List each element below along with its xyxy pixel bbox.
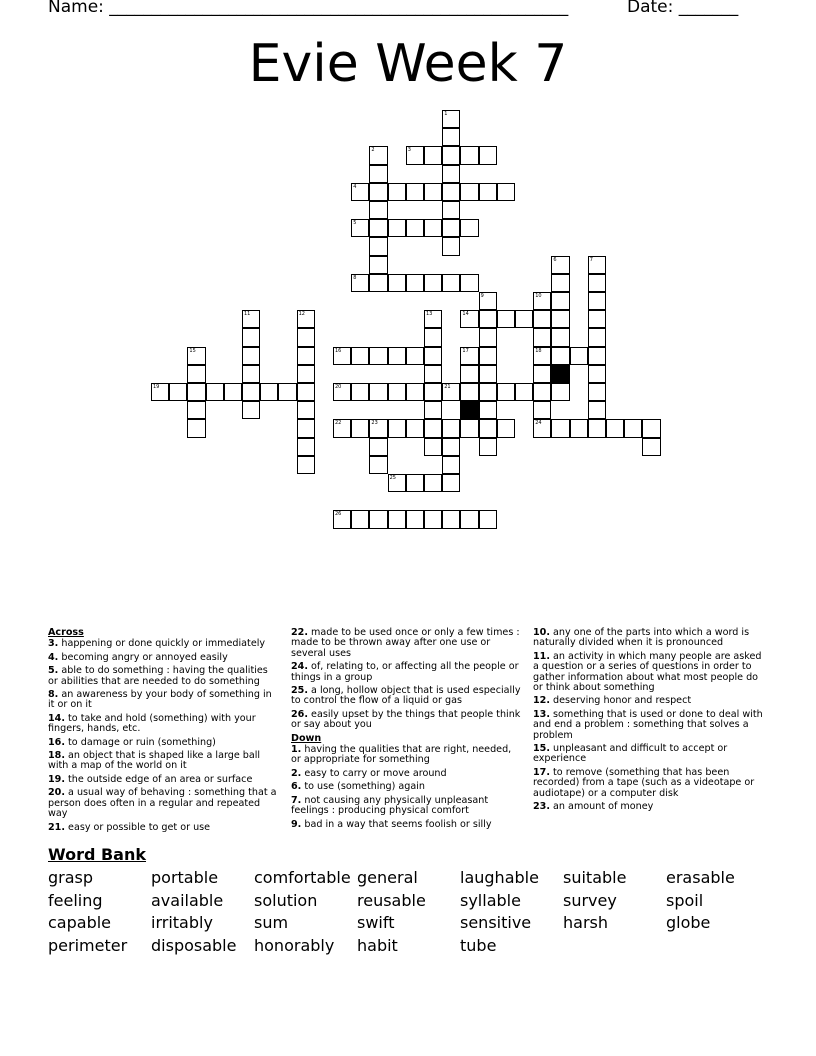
grid-cell[interactable] (424, 401, 442, 419)
grid-cell[interactable] (442, 183, 460, 201)
grid-cell[interactable] (424, 310, 442, 328)
clue-text: to remove (something that has been recorded) from a tape (such as a videotape or audiotape) or a computer disk (533, 766, 755, 799)
word-bank-item: survey (563, 890, 617, 910)
grid-cell[interactable] (606, 419, 624, 437)
grid-cell[interactable] (369, 219, 387, 237)
cell-number: 3 (407, 147, 411, 154)
grid-cell[interactable] (424, 219, 442, 237)
grid-cell[interactable] (388, 383, 406, 401)
grid-cell[interactable] (369, 510, 387, 528)
grid-cell[interactable] (533, 401, 551, 419)
clue-text: deserving honor and respect (550, 695, 692, 707)
grid-cell[interactable] (442, 219, 460, 237)
grid-cell[interactable] (260, 383, 278, 401)
grid-cell[interactable] (351, 347, 369, 365)
grid-cell[interactable] (297, 438, 315, 456)
grid-cell[interactable] (406, 183, 424, 201)
grid-cell[interactable] (297, 365, 315, 383)
cell-number: 15 (189, 347, 196, 354)
word-bank-item: swift (357, 913, 395, 932)
grid-cell[interactable] (588, 365, 606, 383)
clue-text: an object that is shaped like a large ball with a map of the world on it (48, 750, 261, 772)
word-bank-item: capable (48, 913, 112, 932)
grid-cell[interactable] (187, 401, 205, 419)
clue-text: to use (something) again (301, 781, 426, 793)
clue-text: happening or done quickly or immediately (58, 638, 266, 650)
grid-cell[interactable] (442, 510, 460, 528)
grid-cell[interactable] (424, 438, 442, 456)
word-bank-item: laughable (460, 868, 539, 887)
clue-number: 25. (291, 685, 308, 697)
word-bank-item: general (357, 868, 418, 887)
clue (48, 690, 280, 711)
clue-number: 1. (291, 744, 302, 756)
clue-text: easy or possible to get or use (65, 821, 211, 833)
cell-number: 24 (535, 420, 542, 427)
grid-block (460, 401, 478, 419)
grid-cell[interactable] (497, 419, 515, 437)
grid-cell[interactable] (424, 383, 442, 401)
cell-number: 8 (353, 274, 357, 281)
grid-cell[interactable] (406, 347, 424, 365)
grid-cell[interactable] (369, 146, 387, 164)
clue (48, 653, 280, 663)
word-bank-item: sum (254, 913, 289, 932)
grid-cell[interactable] (460, 274, 478, 292)
grid-cell[interactable] (460, 419, 478, 437)
clue-number: 22. (291, 627, 308, 638)
grid-cell[interactable] (369, 165, 387, 183)
grid-cell[interactable] (551, 347, 569, 365)
grid-cell[interactable] (551, 310, 569, 328)
clues-column-3 (533, 628, 765, 816)
grid-cell[interactable] (515, 383, 533, 401)
cell-number: 21 (444, 384, 451, 390)
clue-text: bad in a way that seems foolish or silly (301, 818, 492, 830)
grid-cell[interactable] (533, 383, 551, 401)
grid-cell[interactable] (497, 310, 515, 328)
grid-cell[interactable] (479, 146, 497, 164)
grid-cell[interactable] (442, 110, 460, 128)
clue-number: 7. (291, 794, 302, 806)
grid-cell[interactable] (388, 347, 406, 365)
grid-cell[interactable] (424, 274, 442, 292)
grid-cell[interactable] (351, 419, 369, 437)
grid-cell[interactable] (406, 383, 424, 401)
grid-cell[interactable] (424, 419, 442, 437)
grid-cell[interactable] (424, 510, 442, 528)
cell-number: 9 (480, 293, 484, 299)
grid-cell[interactable] (642, 438, 660, 456)
clue-number: 24. (291, 661, 308, 673)
cell-number: 7 (589, 256, 593, 263)
cell-number: 17 (462, 347, 469, 354)
grid-cell[interactable] (242, 383, 260, 401)
grid-cell[interactable] (406, 219, 424, 237)
grid-cell[interactable] (497, 383, 515, 401)
grid-cell[interactable] (278, 383, 296, 401)
grid-cell[interactable] (570, 347, 588, 365)
clue-text: any one of the parts into which a word is naturally divided when it is pronounced (533, 627, 750, 649)
grid-cell[interactable] (406, 510, 424, 528)
grid-cell[interactable] (424, 146, 442, 164)
grid-cell[interactable] (388, 219, 406, 237)
cell-number: 10 (535, 293, 542, 299)
clue (291, 628, 523, 659)
grid-cell[interactable] (369, 201, 387, 219)
grid-cell[interactable] (442, 165, 460, 183)
grid-cell[interactable] (479, 347, 497, 365)
grid-cell[interactable] (388, 510, 406, 528)
clue-number: 6. (291, 781, 302, 793)
cell-number: 26 (335, 511, 342, 518)
grid-cell[interactable] (424, 347, 442, 365)
grid-cell[interactable] (533, 328, 551, 346)
clue (291, 745, 523, 766)
clue-text: easy to carry or move around (301, 767, 447, 779)
grid-cell[interactable] (533, 347, 551, 365)
grid-cell[interactable] (588, 401, 606, 419)
clue-number: 9. (291, 818, 302, 830)
cell-number: 20 (335, 384, 342, 390)
cell-number: 11 (244, 311, 251, 318)
grid-cell[interactable] (206, 383, 224, 401)
clue-number: 2. (291, 767, 302, 779)
clue-number: 16. (48, 736, 65, 748)
clue-text: an amount of money (550, 801, 654, 813)
clue-number: 14. (48, 712, 65, 724)
grid-cell[interactable] (297, 419, 315, 437)
clue (533, 802, 765, 812)
grid-cell[interactable] (242, 365, 260, 383)
clue-number: 26. (291, 708, 308, 720)
grid-cell[interactable] (224, 383, 242, 401)
grid-cell[interactable] (369, 438, 387, 456)
grid-cell[interactable] (406, 419, 424, 437)
down-heading: Down (291, 732, 322, 744)
grid-cell[interactable] (297, 347, 315, 365)
clue (48, 639, 280, 649)
grid-cell[interactable] (242, 310, 260, 328)
grid-cell[interactable] (442, 474, 460, 492)
clue (48, 738, 280, 748)
grid-cell[interactable] (242, 401, 260, 419)
grid-cell[interactable] (460, 219, 478, 237)
page-title: Evie Week 7 (248, 34, 568, 94)
header (0, 0, 816, 22)
grid-cell[interactable] (460, 365, 478, 383)
clue-text: an awareness by your body of something in it or on it (48, 689, 272, 711)
cell-number: 14 (462, 311, 469, 318)
cell-number: 1 (444, 111, 448, 117)
grid-cell[interactable] (369, 456, 387, 474)
clue (291, 769, 523, 779)
clues-column-2 (291, 628, 523, 833)
grid-cell[interactable] (369, 256, 387, 274)
grid-cell[interactable] (351, 510, 369, 528)
clue-text: becoming angry or annoyed easily (58, 651, 228, 663)
grid-cell[interactable] (479, 365, 497, 383)
grid-cell[interactable] (442, 456, 460, 474)
grid-cell[interactable] (187, 347, 205, 365)
grid-cell[interactable] (533, 310, 551, 328)
grid-cell[interactable] (460, 183, 478, 201)
clue-text: easily upset by the things that people think or say about you (291, 708, 521, 731)
grid-cell[interactable] (588, 328, 606, 346)
grid-cell[interactable] (388, 419, 406, 437)
grid-cell[interactable] (297, 310, 315, 328)
grid-cell[interactable] (479, 328, 497, 346)
grid-cell[interactable] (369, 237, 387, 255)
grid-cell[interactable] (424, 474, 442, 492)
grid-block (551, 365, 569, 383)
date-line[interactable]: Date: _______ (627, 0, 739, 17)
grid-cell[interactable] (424, 328, 442, 346)
grid-cell[interactable] (588, 347, 606, 365)
grid-cell[interactable] (406, 146, 424, 164)
word-bank-item: habit (357, 935, 398, 955)
grid-cell[interactable] (588, 310, 606, 328)
grid-cell[interactable] (551, 383, 569, 401)
clue (533, 696, 765, 706)
grid-cell[interactable] (442, 237, 460, 255)
grid-cell[interactable] (479, 183, 497, 201)
cell-number: 19 (153, 384, 160, 390)
grid-cell[interactable] (479, 401, 497, 419)
grid-cell[interactable] (369, 274, 387, 292)
grid-cell[interactable] (333, 347, 351, 365)
word-bank-item: harsh (563, 913, 608, 932)
cell-number: 4 (353, 183, 357, 190)
grid-cell[interactable] (460, 347, 478, 365)
grid-cell[interactable] (369, 347, 387, 365)
grid-cell[interactable] (351, 219, 369, 237)
clue-text: having the qualities that are right, needed, or appropriate for something (291, 744, 512, 766)
grid-cell[interactable] (388, 274, 406, 292)
grid-cell[interactable] (551, 256, 569, 274)
grid-cell[interactable] (515, 310, 533, 328)
grid-cell[interactable] (388, 183, 406, 201)
word-bank-item: erasable (666, 868, 735, 887)
clue (291, 820, 523, 830)
grid-cell[interactable] (460, 383, 478, 401)
grid-cell[interactable] (187, 365, 205, 383)
cell-number: 2 (371, 147, 375, 154)
word-bank-item: perimeter (48, 935, 128, 955)
grid-cell[interactable] (297, 401, 315, 419)
cell-number: 25 (389, 475, 396, 481)
cell-number: 16 (335, 347, 342, 354)
clue (291, 782, 523, 792)
grid-cell[interactable] (533, 365, 551, 383)
word-bank-item: honorably (254, 935, 335, 955)
grid-cell[interactable] (479, 292, 497, 310)
clue-number: 3. (48, 638, 59, 650)
grid-cell[interactable] (187, 383, 205, 401)
clue-text: to take and hold (something) with your fingers, hands, etc. (48, 712, 256, 735)
clue-text: to damage or ruin (something) (65, 736, 216, 748)
clue-number: 5. (48, 665, 59, 677)
clue (533, 710, 765, 741)
clue (291, 662, 523, 683)
clue (533, 768, 765, 799)
grid-cell[interactable] (351, 383, 369, 401)
grid-cell[interactable] (497, 183, 515, 201)
word-bank-item: solution (254, 890, 318, 910)
grid-cell[interactable] (442, 274, 460, 292)
clue-text: made to be used once or only a few times : made to be thrown away after one use or several uses (291, 627, 520, 659)
grid-cell[interactable] (588, 419, 606, 437)
clues-column-1 (48, 628, 280, 836)
clue-text: a usual way of behaving : something that a person does often in a regular and repeated way (48, 787, 277, 820)
word-bank-item: available (151, 890, 224, 910)
grid-cell[interactable] (588, 274, 606, 292)
grid-cell[interactable] (242, 347, 260, 365)
grid-cell[interactable] (333, 383, 351, 401)
grid-cell[interactable] (424, 183, 442, 201)
grid-cell[interactable] (624, 419, 642, 437)
word-bank-item: sensitive (460, 913, 532, 932)
grid-cell[interactable] (479, 510, 497, 528)
cell-number: 13 (426, 311, 433, 318)
grid-cell[interactable] (588, 383, 606, 401)
clue-number: 23. (533, 801, 550, 813)
grid-cell[interactable] (297, 383, 315, 401)
grid-cell[interactable] (551, 292, 569, 310)
clue-number: 11. (533, 650, 550, 662)
clue-number: 20. (48, 787, 65, 799)
clue-number: 4. (48, 651, 59, 663)
grid-cell[interactable] (297, 328, 315, 346)
grid-cell[interactable] (442, 419, 460, 437)
clue-number: 13. (533, 708, 550, 720)
grid-cell[interactable] (642, 419, 660, 437)
grid-cell[interactable] (460, 310, 478, 328)
word-bank-item: feeling (48, 890, 103, 910)
clue-number: 19. (48, 773, 65, 785)
clue-text: an activity in which many people are asked a question or a series of questions in order to gather information about what most people do or think about something (533, 650, 762, 694)
grid-cell[interactable] (570, 419, 588, 437)
cell-number: 23 (371, 420, 378, 427)
grid-cell[interactable] (442, 146, 460, 164)
clue-text: a long, hollow object that is used especially to control the flow of a liquid or gas (291, 685, 521, 707)
word-bank-item: comfortable (254, 868, 351, 887)
grid-cell[interactable] (442, 383, 460, 401)
cell-number: 6 (553, 256, 557, 263)
clue-number: 18. (48, 750, 65, 762)
grid-cell[interactable] (424, 365, 442, 383)
grid-cell[interactable] (333, 419, 351, 437)
grid-cell[interactable] (533, 292, 551, 310)
grid-cell[interactable] (369, 183, 387, 201)
grid-cell[interactable] (242, 328, 260, 346)
grid-cell[interactable] (369, 383, 387, 401)
grid-cell[interactable] (551, 274, 569, 292)
clue-text: unpleasant and difficult to accept or experience (533, 743, 728, 765)
grid-cell[interactable] (479, 438, 497, 456)
clue-number: 10. (533, 627, 550, 638)
clue (48, 751, 280, 772)
grid-cell[interactable] (479, 383, 497, 401)
grid-cell[interactable] (151, 383, 169, 401)
grid-cell[interactable] (442, 201, 460, 219)
clue-number: 17. (533, 766, 550, 778)
cell-number: 22 (335, 420, 342, 427)
clue (291, 686, 523, 707)
grid-cell[interactable] (551, 419, 569, 437)
grid-cell[interactable] (533, 419, 551, 437)
grid-cell[interactable] (479, 310, 497, 328)
grid-cell[interactable] (297, 456, 315, 474)
clue (48, 775, 280, 785)
word-bank-title: Word Bank (48, 845, 147, 864)
grid-cell[interactable] (369, 419, 387, 437)
grid-cell[interactable] (388, 474, 406, 492)
grid-cell[interactable] (351, 183, 369, 201)
grid-cell[interactable] (406, 274, 424, 292)
name-line[interactable]: Name: ______________________________________________________ (48, 0, 569, 17)
grid-cell[interactable] (588, 292, 606, 310)
word-bank-item: portable (151, 868, 219, 887)
grid-cell[interactable] (479, 419, 497, 437)
grid-cell[interactable] (442, 438, 460, 456)
clue-text: the outside edge of an area or surface (65, 773, 253, 785)
clue (533, 744, 765, 765)
clue (291, 796, 523, 817)
word-bank-item: reusable (357, 890, 426, 910)
grid-cell[interactable] (333, 510, 351, 528)
grid-cell[interactable] (442, 128, 460, 146)
cell-number: 18 (535, 347, 542, 354)
word-bank-item: suitable (563, 868, 627, 887)
word-bank-item: grasp (48, 868, 94, 887)
clue (291, 710, 523, 731)
clue (533, 628, 765, 649)
word-bank-item: tube (460, 935, 497, 955)
grid-cell[interactable] (169, 383, 187, 401)
cell-number: 12 (298, 311, 305, 318)
grid-cell[interactable] (406, 474, 424, 492)
across-heading: Across (48, 627, 84, 638)
cell-number: 5 (353, 220, 357, 227)
word-bank-item: syllable (460, 890, 521, 910)
clue (48, 823, 280, 833)
grid-cell[interactable] (460, 146, 478, 164)
clue-number: 12. (533, 695, 550, 707)
clue-text: something that is used or done to deal with and end a problem : something that solves a problem (533, 708, 763, 741)
word-bank-item: globe (666, 913, 711, 932)
grid-cell[interactable] (588, 256, 606, 274)
clue-number: 15. (533, 743, 550, 755)
grid-cell[interactable] (460, 510, 478, 528)
clue (533, 652, 765, 694)
grid-cell[interactable] (551, 328, 569, 346)
clue-text: not causing any physically unpleasant feelings : producing physical comfort (291, 794, 489, 817)
clue-text: of, relating to, or affecting all the people or things in a group (291, 661, 519, 683)
clue (48, 714, 280, 735)
clue-number: 8. (48, 689, 59, 701)
clue-text: able to do something : having the qualities or abilities that are needed to do something (48, 665, 268, 687)
clue (48, 666, 280, 687)
word-bank-item: spoil (666, 890, 704, 910)
grid-cell[interactable] (351, 274, 369, 292)
word-bank-item: disposable (151, 935, 237, 955)
clue-number: 21. (48, 821, 65, 833)
grid-cell[interactable] (187, 419, 205, 437)
clue (48, 788, 280, 819)
word-bank-item: irritably (151, 913, 213, 932)
